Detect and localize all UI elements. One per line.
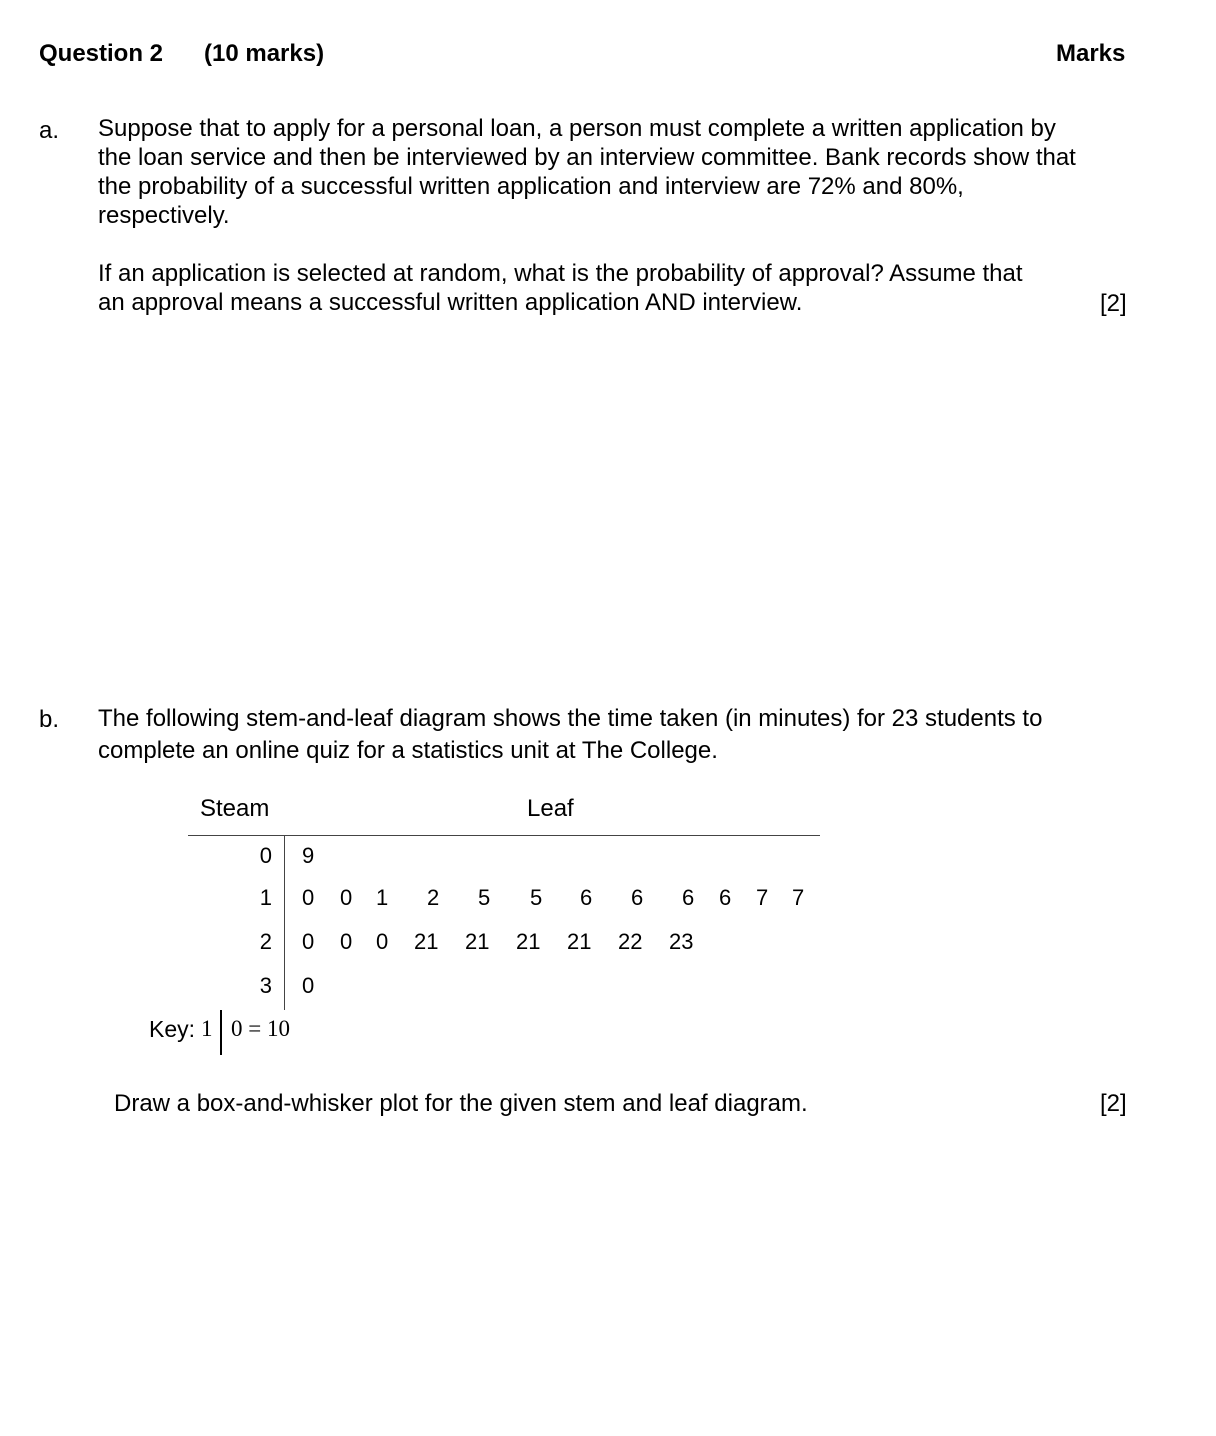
leaf-value: 0 xyxy=(302,885,315,910)
leaf-value: 2 xyxy=(427,885,440,910)
leaf-value: 21 xyxy=(465,929,490,954)
leaf-value: 6 xyxy=(682,885,695,910)
leaf-value: 0 xyxy=(302,929,315,954)
part-b-intro xyxy=(98,703,1042,767)
part-a-marks: [2] xyxy=(1100,290,1127,317)
key-value: 0 = 10 xyxy=(231,1016,290,1041)
part-b-label: b. xyxy=(39,706,60,733)
leaf-value: 6 xyxy=(631,885,644,910)
question-total-marks: (10 marks) xyxy=(204,40,325,67)
text-line: respectively. xyxy=(98,202,230,229)
stem-heading: Steam xyxy=(200,795,270,822)
leaf-value: 21 xyxy=(414,929,439,954)
key-label: Key: xyxy=(149,1016,196,1042)
leaf-value: 7 xyxy=(792,885,805,910)
part-a-paragraph-2 xyxy=(98,259,1023,317)
leaf-value: 0 xyxy=(340,885,353,910)
key-stem: 1 xyxy=(201,1016,213,1041)
leaf-value: 22 xyxy=(618,929,643,954)
leaf-value: 7 xyxy=(756,885,769,910)
leaf-value: 9 xyxy=(302,843,315,868)
stem-value: 0 xyxy=(259,843,272,868)
text-line: Suppose that to apply for a personal loan, a person must complete a written application by xyxy=(98,115,1056,142)
leaf-value: 5 xyxy=(530,885,543,910)
part-b-marks: [2] xyxy=(1100,1090,1127,1117)
leaf-value: 6 xyxy=(719,885,732,910)
text-line: the loan service and then be interviewed by an interview committee. Bank records show that xyxy=(98,144,1076,171)
leaf-value: 1 xyxy=(376,885,389,910)
text-line: The following stem-and-leaf diagram shows the time taken (in minutes) for 23 students to xyxy=(98,705,1043,732)
part-a-paragraph-1 xyxy=(98,114,1076,230)
leaf-value: 21 xyxy=(516,929,541,954)
leaf-value: 5 xyxy=(478,885,491,910)
text-line: the probability of a successful written application and interview are 72% and 80%, xyxy=(98,173,964,200)
text-line: complete an online quiz for a statistics unit at The College. xyxy=(98,737,718,764)
leaf-value: 0 xyxy=(302,973,315,998)
leaf-value: 6 xyxy=(580,885,593,910)
header-rule xyxy=(188,835,820,836)
stem-divider xyxy=(284,836,285,1010)
text-line: an approval means a successful written application AND interview. xyxy=(98,289,803,316)
part-b-instruction: Draw a box-and-whisker plot for the given stem and leaf diagram. xyxy=(114,1090,808,1117)
text-line: If an application is selected at random, what is the probability of approval? Assume that xyxy=(98,260,1023,287)
leaf-value: 0 xyxy=(376,929,389,954)
stem-value: 3 xyxy=(259,973,272,998)
leaf-heading: Leaf xyxy=(527,795,574,822)
stem-value: 2 xyxy=(259,929,272,954)
leaf-value: 0 xyxy=(340,929,353,954)
part-a-label: a. xyxy=(39,117,60,144)
leaf-value: 21 xyxy=(567,929,592,954)
marks-heading: Marks xyxy=(1056,40,1126,67)
key-divider xyxy=(220,1010,222,1055)
question-title: Question 2 xyxy=(39,40,164,67)
leaf-value: 23 xyxy=(669,929,694,954)
stem-value: 1 xyxy=(259,885,272,910)
